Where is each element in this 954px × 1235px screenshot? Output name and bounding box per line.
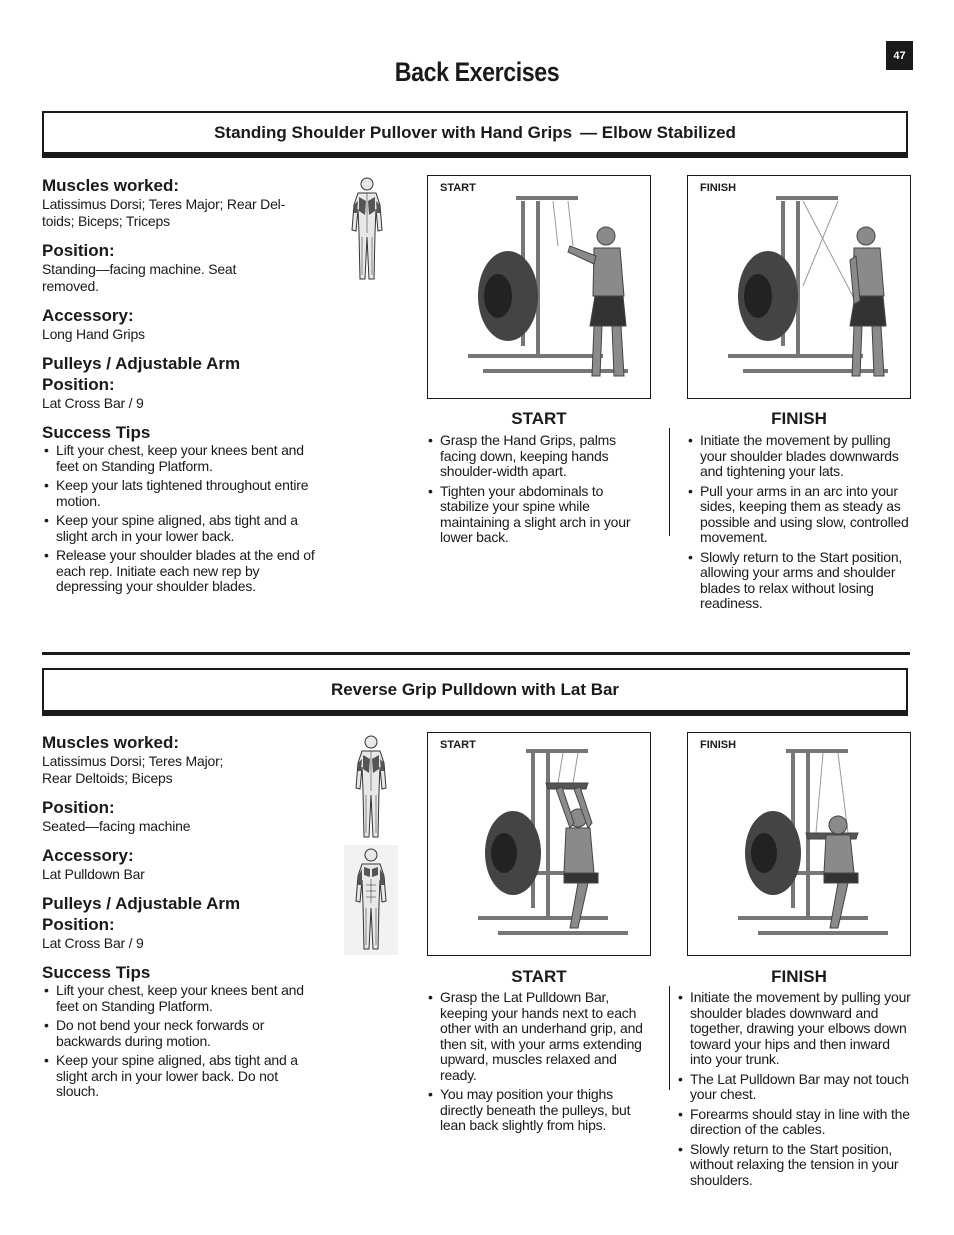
position-text: Seated—facing machine: [42, 818, 191, 834]
photo-label: FINISH: [700, 739, 737, 751]
muscles-line: Latissimus Dorsi; Teres Major;: [42, 753, 224, 769]
list-item: • Initiate the movement by pulling your shoulder blades downwards and tightening your lats.: [686, 433, 914, 480]
exercise-2-finish-heading: FINISH: [771, 967, 827, 986]
exercise-2-start-steps: [426, 990, 654, 1138]
list-item: • Keep your lats tightened throughout entire motion.: [42, 478, 317, 509]
exercise-2-start-heading: START: [511, 967, 567, 986]
list-item: • The Lat Pulldown Bar may not touch your chest.: [676, 1072, 914, 1103]
list-item: • Grasp the Lat Pulldown Bar, keeping your hands next to each other with an underhand grip, and then sit, with your arms extending upward, muscles relaxed and ready.: [426, 990, 654, 1083]
pulleys-heading: [42, 893, 317, 935]
list-item: • Keep your spine aligned, abs tight and a slight arch in your lower back. Do not slouch.: [42, 1053, 317, 1100]
exercise-1-details: [42, 175, 317, 599]
tips-heading: Success Tips: [42, 423, 151, 442]
position-heading: Position:: [42, 241, 115, 260]
pulleys-heading-line: Pulleys / Adjustable Arm: [42, 354, 241, 373]
anatomy-front-figure: [344, 845, 398, 955]
machine-start-illustration: [428, 176, 649, 397]
exercise-1-title-bar: [42, 111, 908, 158]
accessory-heading: Accessory:: [42, 846, 134, 865]
exercise-1-finish-photo: [687, 175, 911, 399]
tips-list: [42, 443, 317, 595]
exercise-1-title: Standing Shoulder Pullover with Hand Grips: [214, 122, 573, 142]
muscles-text: [42, 753, 317, 787]
exercise-1-start-steps: [426, 433, 654, 550]
column-divider: [669, 986, 670, 1090]
position-line: Standing—facing machine. Seat: [42, 261, 237, 277]
muscles-text: [42, 196, 317, 230]
muscles-line: Rear Deltoids; Biceps: [42, 770, 173, 786]
position-line: removed.: [42, 278, 99, 294]
list-item: • Lift your chest, keep your knees bent and feet on Standing Platform.: [42, 983, 317, 1014]
pulleys-heading-line: Position:: [42, 375, 115, 394]
muscles-line: toids; Biceps; Triceps: [42, 213, 170, 229]
list-item: • Do not bend your neck forwards or backwards during motion.: [42, 1018, 317, 1049]
exercise-1-start-photo: [427, 175, 651, 399]
exercise-2-title: Reverse Grip Pulldown with Lat Bar: [330, 680, 620, 699]
photo-label: START: [440, 182, 476, 194]
machine-finish-illustration: [688, 176, 909, 397]
exercise-2-finish-steps: [676, 990, 914, 1192]
muscles-heading: Muscles worked:: [42, 176, 179, 195]
exercise-2-details: [42, 732, 317, 1104]
list-item: • Forearms should stay in line with the direction of the cables.: [676, 1107, 914, 1138]
accessory-text: Long Hand Grips: [42, 326, 145, 342]
photo-label: FINISH: [700, 182, 737, 194]
anatomy-back-figure: [348, 733, 394, 841]
pulleys-text: Lat Cross Bar / 9: [42, 395, 144, 411]
list-item: • Tighten your abdominals to stabilize your spine while maintaining a slight arch in your lower back.: [426, 484, 654, 546]
list-item: • You may position your thighs directly beneath the pulleys, but lean back slightly from hips.: [426, 1087, 654, 1134]
accessory-heading: Accessory:: [42, 306, 134, 325]
list-item: • Keep your spine aligned, abs tight and a slight arch in your lower back.: [42, 513, 317, 544]
muscles-line: Latissimus Dorsi; Teres Major; Rear Del-: [42, 196, 286, 212]
pulleys-text: Lat Cross Bar / 9: [42, 935, 144, 951]
section-divider: [42, 652, 910, 655]
exercise-1-start-heading: START: [511, 409, 567, 428]
exercise-2-finish-photo: [687, 732, 911, 956]
page-number: 47: [886, 41, 913, 70]
exercise-1-finish-heading: FINISH: [771, 409, 827, 428]
list-item: • Grasp the Hand Grips, palms facing down, keeping hands shoulder-width apart.: [426, 433, 654, 480]
pulleys-heading-line: Pulleys / Adjustable Arm: [42, 894, 241, 913]
list-item: • Pull your arms in an arc into your sides, keeping them as steady as possible and using slow, controlled movement.: [686, 484, 914, 546]
muscles-heading: Muscles worked:: [42, 733, 179, 752]
machine-start-illustration: [428, 733, 649, 954]
list-item: • Lift your chest, keep your knees bent and feet on Standing Platform.: [42, 443, 317, 474]
column-divider: [669, 428, 670, 536]
tips-list: [42, 983, 317, 1100]
exercise-1-finish-steps: [686, 433, 914, 616]
list-item: • Slowly return to the Start position, allowing your arms and shoulder blades to relax without losing readiness.: [686, 550, 914, 612]
exercise-2-title-bar: [42, 668, 908, 716]
anatomy-back-figure: [344, 175, 390, 285]
pulleys-heading: [42, 353, 317, 395]
photo-label: START: [440, 739, 476, 751]
tips-heading: Success Tips: [42, 963, 151, 982]
position-heading: Position:: [42, 798, 115, 817]
exercise-1-subtitle: — Elbow Stabilized: [580, 122, 736, 142]
page-title: Back Exercises: [394, 57, 560, 87]
machine-finish-illustration: [688, 733, 909, 954]
exercise-2-start-photo: [427, 732, 651, 956]
list-item: • Slowly return to the Start position, without relaxing the tension in your shoulders.: [676, 1142, 914, 1189]
pulleys-heading-line: Position:: [42, 915, 115, 934]
accessory-text: Lat Pulldown Bar: [42, 866, 145, 882]
position-text: [42, 261, 317, 295]
list-item: • Release your shoulder blades at the end of each rep. Initiate each new rep by depressing your shoulder blades.: [42, 548, 317, 595]
list-item: • Initiate the movement by pulling your shoulder blades downward and together, drawing your elbows down toward your hips and then inward into your trunk.: [676, 990, 914, 1068]
